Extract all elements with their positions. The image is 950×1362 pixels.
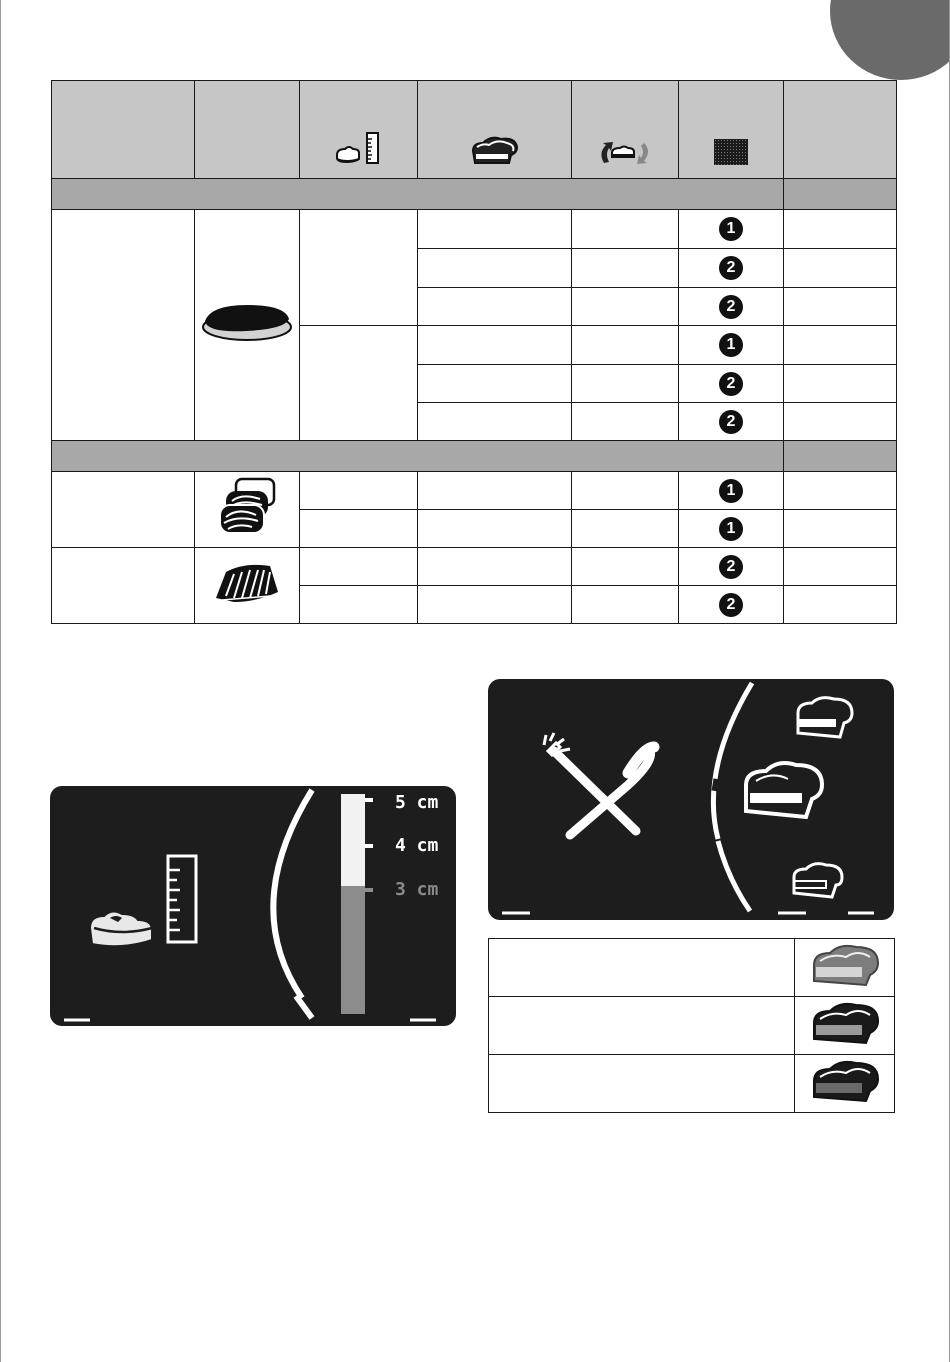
header-image-cell	[195, 81, 300, 179]
flip-cell	[572, 365, 679, 403]
last-cell	[784, 249, 897, 288]
step-badge: 2	[719, 372, 743, 396]
steak-cell	[418, 288, 572, 326]
fork-and-knife-icon	[544, 733, 654, 835]
grill-cell	[679, 365, 784, 403]
thickness-label-3cm: 3 cm	[395, 879, 439, 900]
grill-cell	[679, 210, 784, 249]
legend-text-cell	[489, 997, 795, 1055]
header-flip-cell	[572, 81, 679, 179]
step-badge: 2	[719, 256, 743, 280]
fish-slab-icon	[212, 591, 282, 608]
header-thickness-cell	[300, 81, 418, 179]
grill-cell	[679, 249, 784, 288]
header-food-cell	[52, 81, 195, 179]
section-extra-cell	[784, 179, 897, 210]
last-cell	[784, 548, 897, 586]
step-badge: 2	[719, 410, 743, 434]
crop-mark-left	[0, 0, 1, 1362]
thickness-cell	[300, 548, 418, 586]
scale-arc	[273, 790, 312, 998]
last-cell	[784, 326, 897, 365]
last-cell	[784, 210, 897, 249]
last-cell	[784, 472, 897, 510]
legend-text-cell	[489, 939, 795, 997]
step-badge: 2	[719, 593, 743, 617]
legend-row	[489, 997, 895, 1055]
food-cell	[52, 548, 195, 624]
last-cell	[784, 288, 897, 326]
flip-cell	[572, 472, 679, 510]
flip-cell	[572, 326, 679, 365]
grill-cell	[679, 510, 784, 548]
food-cell	[52, 472, 195, 548]
steak-cell	[418, 365, 572, 403]
thickness-ruler-icon	[333, 131, 385, 172]
row-image-cell	[195, 210, 300, 441]
steak-with-ruler-icon	[90, 856, 196, 946]
steak-cell	[418, 548, 572, 586]
last-cell	[784, 365, 897, 403]
step-badge: 1	[719, 333, 743, 357]
thickness-label-5cm: 5 cm	[395, 792, 439, 813]
step-badge: 1	[719, 217, 743, 241]
steak-cell	[418, 472, 572, 510]
header-steak-cell	[418, 81, 572, 179]
steak-cell	[418, 249, 572, 288]
thickness-display-panel	[50, 786, 456, 1026]
row-image-cell	[195, 472, 300, 548]
steak-cell	[418, 403, 572, 441]
section-row	[52, 441, 897, 472]
steak-cell	[418, 210, 572, 249]
thickness-cell	[300, 326, 418, 441]
header-last-cell	[784, 81, 897, 179]
flip-cell	[572, 548, 679, 586]
fish-fillets-icon	[216, 524, 278, 541]
legend-icon-cell	[795, 997, 895, 1055]
flip-cell	[572, 403, 679, 441]
grill-cell	[679, 403, 784, 441]
thickness-cell	[300, 210, 418, 326]
flip-cell	[572, 586, 679, 624]
section-title-cell	[52, 179, 784, 210]
thickness-bar-remaining	[341, 886, 365, 1014]
step-badge: 1	[719, 517, 743, 541]
steak-icon	[469, 133, 521, 172]
steak-icon	[794, 864, 842, 897]
section-extra-cell	[784, 441, 897, 472]
step-badge: 2	[719, 295, 743, 319]
cooking-table	[51, 80, 897, 624]
table-header-row	[52, 81, 897, 179]
section-title-cell	[52, 441, 784, 472]
doneness-arc	[713, 683, 752, 839]
table-row	[52, 472, 897, 510]
legend-icon-cell	[795, 939, 895, 997]
legend-row	[489, 1055, 895, 1113]
steak-cell	[418, 326, 572, 365]
step-badge: 1	[719, 479, 743, 503]
steak-dark-icon	[808, 1059, 882, 1103]
steak-cell	[418, 586, 572, 624]
section-row	[52, 179, 897, 210]
thickness-display-graphic	[50, 786, 456, 1026]
grill-plate-icon	[712, 137, 750, 172]
flip-cell	[572, 510, 679, 548]
steak-cell	[418, 510, 572, 548]
flip-cell	[572, 210, 679, 249]
grill-cell	[679, 472, 784, 510]
row-image-cell	[195, 548, 300, 624]
scale-arc-tail	[296, 996, 312, 1018]
table-row	[52, 210, 897, 249]
steak-icon	[746, 763, 822, 817]
doneness-display-graphic	[488, 679, 894, 920]
header-grill-cell	[679, 81, 784, 179]
steak-medium-icon	[808, 1001, 882, 1045]
grill-cell	[679, 326, 784, 365]
thickness-cell	[300, 586, 418, 624]
step-badge: 2	[719, 555, 743, 579]
round-steak-icon	[201, 330, 293, 347]
table-row	[52, 548, 897, 586]
flip-cell	[572, 288, 679, 326]
last-cell	[784, 403, 897, 441]
grill-cell	[679, 586, 784, 624]
food-cell	[52, 210, 195, 441]
flip-steak-icon	[594, 137, 656, 172]
steak-icon	[798, 698, 852, 737]
doneness-legend-table	[488, 938, 895, 1113]
grill-cell	[679, 288, 784, 326]
legend-icon-cell	[795, 1055, 895, 1113]
steak-light-icon	[808, 943, 882, 987]
doneness-display-panel	[488, 679, 894, 920]
thickness-cell	[300, 510, 418, 548]
flip-cell	[572, 249, 679, 288]
thickness-cell	[300, 472, 418, 510]
thickness-bar-filled	[341, 794, 365, 886]
legend-text-cell	[489, 1055, 795, 1113]
last-cell	[784, 510, 897, 548]
page-corner-tab	[830, 0, 950, 80]
last-cell	[784, 586, 897, 624]
legend-row	[489, 939, 895, 997]
grill-cell	[679, 548, 784, 586]
thickness-label-4cm: 4 cm	[395, 835, 439, 856]
